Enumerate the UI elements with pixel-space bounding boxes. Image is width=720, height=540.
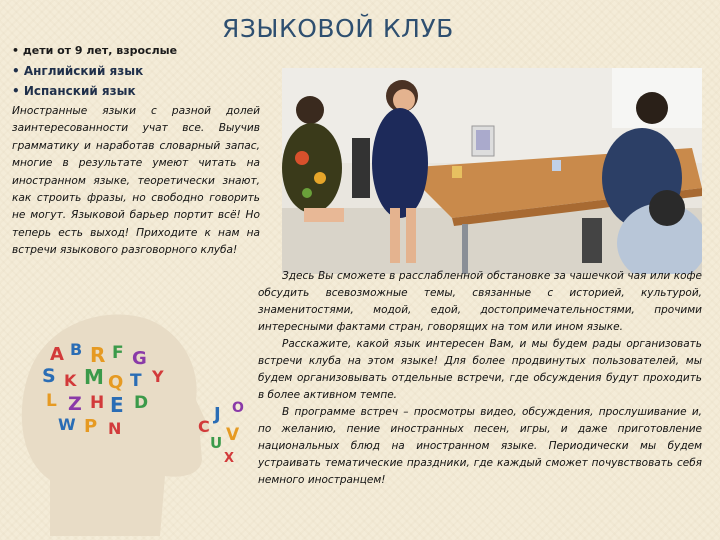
svg-text:E: E	[110, 393, 124, 417]
svg-text:X: X	[224, 451, 235, 466]
svg-text:C: C	[198, 417, 210, 436]
svg-text:G: G	[132, 348, 147, 369]
paragraph-3: В программе встреч – просмотры видео, обсуждения, прослушивание и, по желанию, пение иностранных песен, игры, и даже приготовление национальных блюд на иностранном языке. Периодически мы будем устраивать тематические праздники, где каждый сможет почувствовать себя немного иностранцем!	[258, 406, 702, 486]
head-letters-illustration	[10, 300, 250, 536]
svg-text:B: B	[70, 340, 83, 359]
audience-text: • дети от 9 лет, взрослые	[12, 44, 178, 57]
svg-text:O: O	[232, 400, 244, 416]
club-description	[258, 268, 702, 489]
svg-text:K: K	[64, 371, 77, 390]
svg-text:D: D	[134, 393, 149, 413]
svg-text:M: M	[84, 365, 104, 389]
svg-text:U: U	[210, 434, 223, 452]
svg-text:T: T	[130, 371, 142, 391]
svg-text:S: S	[42, 365, 56, 387]
svg-text:V: V	[226, 425, 240, 445]
paragraph-1: Здесь Вы сможете в расслабленной обстановке за чашечкой чая или кофе обсудить всевозможные темы, связанные с историей, культурой, знаменитостями, модой, едой, достопримечательностями, прочими интересными фактами стран, говорящих на том или ином языке.	[258, 270, 702, 333]
page-title: ЯЗЫКОВОЙ КЛУБ	[222, 14, 454, 43]
svg-text:Y: Y	[152, 367, 164, 386]
svg-text:W: W	[58, 415, 76, 434]
svg-text:A: A	[50, 344, 64, 365]
svg-text:H: H	[90, 393, 105, 413]
svg-text:J: J	[214, 404, 221, 425]
svg-text:N: N	[108, 419, 122, 438]
language-spanish: • Испанский язык	[12, 84, 136, 98]
svg-text:Q: Q	[108, 372, 124, 393]
svg-text:F: F	[112, 343, 124, 363]
svg-text:P: P	[84, 416, 98, 437]
language-english: • Английский язык	[12, 64, 144, 78]
meeting-photo	[282, 68, 702, 274]
svg-text:L: L	[46, 391, 57, 411]
intro-text: Иностранные языки с разной долей заинтересованности учат все. Выучив грамматику и наработав словарный запас, многие в результате умеют читать на иностранном языке, теоретически знают, как строить фразы, но свободно говорить не могут. Языковой барьер портит всё! Но теперь есть выход! Приходите к нам на встречи языкового разговорного клуба!	[12, 105, 260, 257]
paragraph-2: Расскажите, какой язык интересен Вам, и мы будем рады организовать встречи клуба на этом языке! Для более продвинутых пользователей, мы будем организовывать отдельные встречи, где обсуждения будут проходить в более активном темпе.	[258, 338, 702, 401]
svg-text:Z: Z	[68, 393, 82, 415]
svg-text:R: R	[90, 343, 106, 367]
